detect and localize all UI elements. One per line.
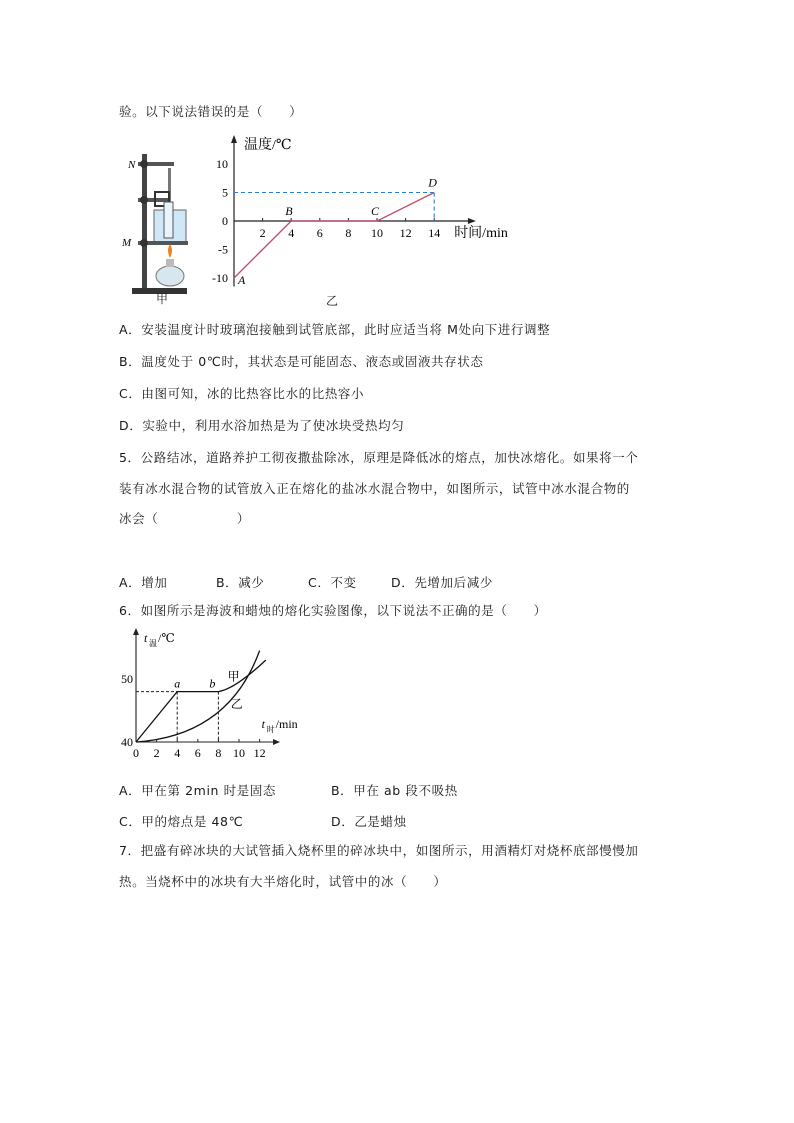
figure-yi-label: 乙: [326, 294, 339, 308]
q4-option-a: A．安装温度计时玻璃泡接触到试管底部，此时应适当将 M处向下进行调整: [119, 322, 551, 337]
y-tick-label: 50: [121, 672, 133, 686]
q4-option-d: D．实验中，利用水浴加热是为了使冰块受热均匀: [119, 418, 405, 433]
series-label-jia: 甲: [227, 669, 240, 684]
q5-stem-line-3: 冰会（ ）: [119, 511, 251, 526]
point-label-a: a: [174, 676, 181, 691]
x-axis-label-sub: 时: [266, 725, 275, 734]
x-axis-arrow: [468, 218, 476, 224]
x-tick-label: 12: [399, 226, 412, 240]
point-label-b: b: [209, 676, 216, 691]
y-tick-label: 5: [222, 185, 228, 200]
x-tick-label: 14: [428, 226, 441, 240]
x-tick-label: 10: [371, 226, 383, 240]
point-label-C: C: [371, 204, 380, 218]
y-axis-label: 温度/℃: [244, 138, 292, 153]
q5-stem-line-1: 5．公路结冰，道路养护工彻夜撒盐除冰，原理是降低冰的熔点，加快冰熔化。如果将一个: [119, 450, 639, 465]
y-axis-arrow: [133, 628, 139, 635]
melting-chart-haibo-wax: [118, 628, 318, 763]
x-tick-label: 2: [259, 226, 266, 240]
x-tick-label: 6: [194, 746, 201, 760]
q5-option-b: B．减少: [216, 575, 265, 590]
point-label-A: A: [238, 273, 246, 287]
q5-stem-line-2: 装有冰水混合物的试管放入正在熔化的盐冰水混合物中，如图所示，试管中冰水混合物的: [119, 481, 630, 496]
x-axis-label-t: t: [261, 717, 266, 731]
x-axis-arrow: [273, 739, 280, 745]
x-tick-label: 0: [133, 746, 139, 760]
q4-option-c: C．由图可知，冰的比热容比水的比热容小: [119, 386, 365, 401]
point-label-D: D: [428, 175, 437, 190]
x-axis-label: 时间/min: [454, 226, 508, 241]
q5-option-c: C．不变: [308, 575, 357, 590]
q5-option-a: A．增加: [119, 575, 168, 590]
series-jia: [136, 660, 266, 742]
q6-option-c: C．甲的熔点是 48℃: [119, 814, 244, 829]
series-label-yi: 乙: [230, 696, 243, 711]
x-tick-label: 8: [345, 226, 352, 240]
x-tick-label: 2: [153, 746, 160, 760]
figure-jia-label: 甲: [156, 292, 169, 306]
apparatus-figure: [122, 140, 202, 310]
x-tick-label: 4: [174, 746, 181, 760]
label-N: N: [128, 159, 136, 171]
x-tick-label: 12: [253, 746, 266, 760]
x-tick-label: 8: [215, 746, 222, 760]
y-tick-label: 40: [121, 735, 133, 749]
y-axis-label-unit: /℃: [158, 631, 175, 645]
q4-option-b: B．温度处于 0℃时，其状态是可能固态、液态或固液共存状态: [119, 354, 484, 369]
y-axis-arrow: [231, 135, 237, 143]
q6-option-a: A．甲在第 2min 时是固态: [119, 783, 277, 798]
q4-stem-tail: 验。以下说法错误的是（ ）: [119, 104, 303, 119]
x-axis-label-unit: /min: [275, 717, 298, 731]
q7-stem-line-2: 热。当烧杯中的冰块有大半熔化时，试管中的冰（ ）: [119, 874, 447, 889]
q5-option-d: D．先增加后减少: [391, 575, 493, 590]
q6-option-b: B．甲在 ab 段不吸热: [331, 783, 458, 798]
y-tick-label: 0: [222, 214, 228, 228]
y-axis-label-t: t: [144, 631, 148, 645]
series-segment: [377, 193, 434, 222]
x-tick-label: 6: [316, 226, 323, 240]
q6-stem: 6．如图所示是海波和蜡烛的熔化实验图像，以下说法不正确的是（ ）: [119, 603, 547, 618]
label-M: M: [122, 237, 132, 249]
point-label-B: B: [285, 204, 293, 218]
y-tick-label: -10: [212, 271, 228, 285]
y-tick-label: 10: [216, 157, 228, 171]
x-tick-label: 4: [288, 226, 295, 240]
q7-stem-line-1: 7．把盛有碎冰块的大试管插入烧杯里的碎冰块中，如图所示，用酒精灯对烧杯底部慢慢加: [119, 843, 639, 858]
y-tick-label: -5: [218, 242, 228, 257]
q6-option-d: D．乙是蜡烛: [331, 814, 407, 829]
melting-chart-ice: [200, 135, 530, 300]
x-tick-label: 10: [233, 746, 245, 760]
y-axis-label-sub: 温: [149, 639, 157, 648]
